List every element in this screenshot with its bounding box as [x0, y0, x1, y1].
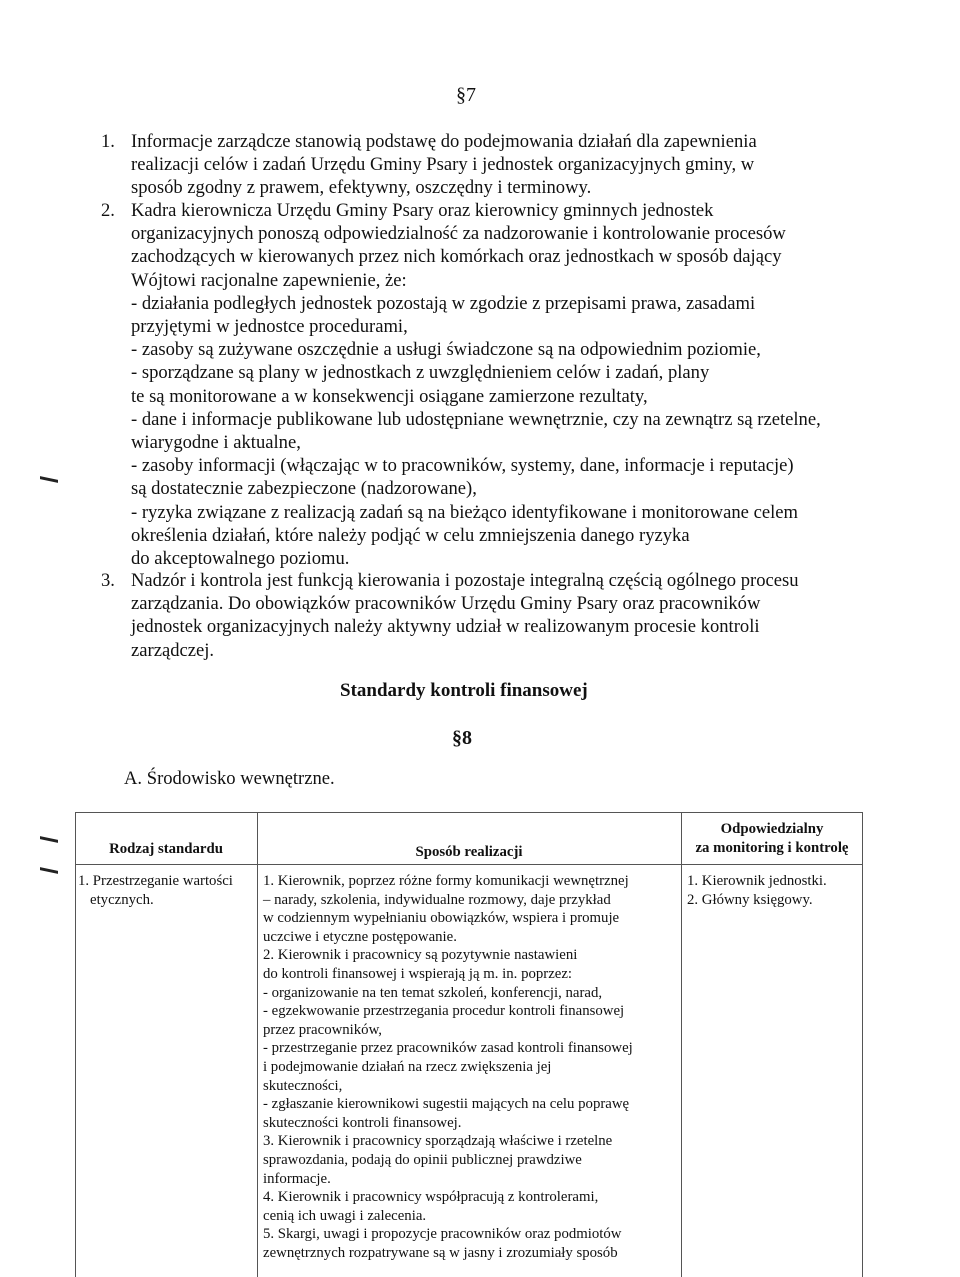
standard-type-line: 1. Przestrzeganie wartości	[78, 873, 233, 889]
item-3-number: 3.	[101, 570, 115, 591]
realization-line: sprawozdania, podają do opinii publicznej prawdziwe	[263, 1151, 582, 1168]
standards-heading: Standardy kontroli finansowej	[340, 680, 588, 701]
item-3-line: zarządzania. Do obowiązków pracowników Urzędu Gminy Psary oraz pracowników	[131, 593, 761, 615]
header-standard-type: Rodzaj standardu	[109, 841, 223, 857]
item-1-line: realizacji celów i zadań Urzędu Gminy Psary i jednostek organizacyjnych gminy, w	[131, 154, 755, 176]
realization-line: skuteczności,	[263, 1077, 343, 1094]
item-2-line: przyjętymi w jednostce procedurami,	[131, 316, 408, 338]
item-2-line: - dane i informacje publikowane lub udostępniane wewnętrznie, czy na zewnątrz są rzetelne,	[131, 408, 821, 430]
item-3-line: zarządczej.	[131, 639, 215, 661]
margin-mark	[40, 867, 58, 874]
realization-line: - egzekwowanie przestrzegania procedur kontroli finansowej	[263, 1003, 625, 1020]
subsection-title: A. Środowisko wewnętrzne.	[124, 768, 335, 789]
table-left-border	[75, 812, 76, 1277]
item-3-line: jednostek organizacyjnych należy aktywny udział w realizowanym procesie kontroli	[131, 616, 760, 638]
margin-mark	[40, 476, 58, 483]
item-3-text	[131, 569, 864, 662]
responsible-line: 1. Kierownik jednostki.	[687, 873, 827, 889]
section-8-marker: §8	[452, 727, 472, 749]
item-2-line: Wójtowi racjonalne zapewnienie, że:	[131, 269, 407, 291]
realization-line: 2. Kierownik i pracownicy są pozytywnie nastawieni	[263, 947, 578, 964]
standards-table	[75, 812, 863, 1277]
responsible-line: 2. Główny księgowy.	[687, 891, 813, 908]
realization-line: - zgłaszanie kierownikowi sugestii mających na celu poprawę	[263, 1096, 630, 1113]
item-2-line: te są monitorowane a w konsekwencji osiągane zamierzone rezultaty,	[131, 385, 648, 407]
standard-type-cell	[78, 872, 254, 909]
table-col-divider	[681, 812, 682, 1277]
realization-cell	[263, 872, 677, 1262]
realization-line: informacje.	[263, 1170, 331, 1187]
item-2-line: organizacyjnych ponoszą odpowiedzialność za nadzorowanie i kontrolowanie procesów	[131, 223, 786, 245]
item-2-line: są dostatecznie zabezpieczone (nadzorowane),	[131, 478, 477, 500]
item-2-line: określenia działań, które należy podjąć w celu zmniejszenia danego ryzyka	[131, 524, 690, 546]
item-2-line: zachodzących w kierowanych przez nich komórkach oraz jednostkach w sposób dający	[131, 246, 782, 268]
item-1-line: Informacje zarządcze stanowią podstawę do podejmowania działań dla zapewnienia	[131, 131, 757, 152]
realization-line: 5. Skargi, uwagi i propozycje pracowników oraz podmiotów	[263, 1226, 622, 1243]
item-1-number: 1.	[101, 131, 115, 152]
margin-mark	[40, 836, 58, 843]
item-3-line: Nadzór i kontrola jest funkcją kierowania i pozostaje integralną częścią ogólnego procesu	[131, 570, 799, 591]
realization-line: – narady, szkolenia, indywidualne rozmowy, daje przykład	[263, 891, 611, 908]
header-responsible-line: za monitoring i kontrolę	[695, 839, 849, 856]
item-2-line: - zasoby są zużywane oszczędnie a usługi świadczone są na odpowiednim poziomie,	[131, 339, 761, 361]
item-2-line: wiarygodne i aktualne,	[131, 432, 301, 454]
item-2-text	[131, 199, 864, 570]
realization-line: - organizowanie na ten temat szkoleń, konferencji, narad,	[263, 984, 603, 1001]
table-header-border	[75, 864, 863, 865]
realization-line: uczciwe i etyczne postępowanie.	[263, 928, 457, 945]
realization-line: 3. Kierownik i pracownicy sporządzają właściwe i rzetelne	[263, 1133, 613, 1150]
header-responsible-line: Odpowiedzialny	[720, 821, 824, 837]
table-col-divider	[257, 812, 258, 1277]
realization-line: zewnętrznych rozpatrywane są w jasny i zrozumiały sposób	[263, 1244, 618, 1261]
item-2-line: - działania podległych jednostek pozostają w zgodzie z przepisami prawa, zasadami	[131, 292, 756, 314]
item-1-text	[131, 130, 864, 200]
standard-type-line: etycznych.	[90, 891, 154, 908]
realization-line: przez pracowników,	[263, 1021, 383, 1038]
table-top-border	[75, 812, 863, 813]
realization-line: cenią ich uwagi i zalecenia.	[263, 1207, 427, 1224]
realization-line: 4. Kierownik i pracownicy współpracują z kontrolerami,	[263, 1189, 599, 1206]
realization-line: 1. Kierownik, poprzez różne formy komunikacji wewnętrznej	[263, 873, 629, 889]
responsible-cell	[687, 872, 859, 909]
item-2-number: 2.	[101, 200, 115, 221]
header-responsible	[681, 820, 863, 857]
table-right-border	[862, 812, 863, 1277]
realization-line: - przestrzeganie przez pracowników zasad kontroli finansowej	[263, 1040, 633, 1057]
item-1-line: sposób zgodny z prawem, efektywny, oszczędny i terminowy.	[131, 177, 592, 199]
realization-line: do kontroli finansowej i wspierają ją m. in. poprzez:	[263, 965, 573, 982]
header-realization: Sposób realizacji	[415, 844, 523, 860]
item-2-line: do akceptowalnego poziomu.	[131, 548, 350, 570]
item-2-line: Kadra kierownicza Urzędu Gminy Psary oraz kierownicy gminnych jednostek	[131, 200, 714, 221]
section-7-marker: §7	[456, 84, 476, 106]
item-2-line: - sporządzane są plany w jednostkach z uwzględnieniem celów i zadań, plany	[131, 362, 710, 384]
realization-line: w codziennym wypełnianiu obowiązków, wspiera i promuje	[263, 910, 620, 927]
item-2-line: - zasoby informacji (włączając w to pracowników, systemy, dane, informacje i reputacje)	[131, 455, 794, 477]
realization-line: i podejmowanie działań na rzecz zwiększenia jej	[263, 1058, 552, 1075]
item-2-line: - ryzyka związane z realizacją zadań są na bieżąco identyfikowane i monitorowane celem	[131, 501, 798, 523]
realization-line: skuteczności kontroli finansowej.	[263, 1114, 462, 1131]
